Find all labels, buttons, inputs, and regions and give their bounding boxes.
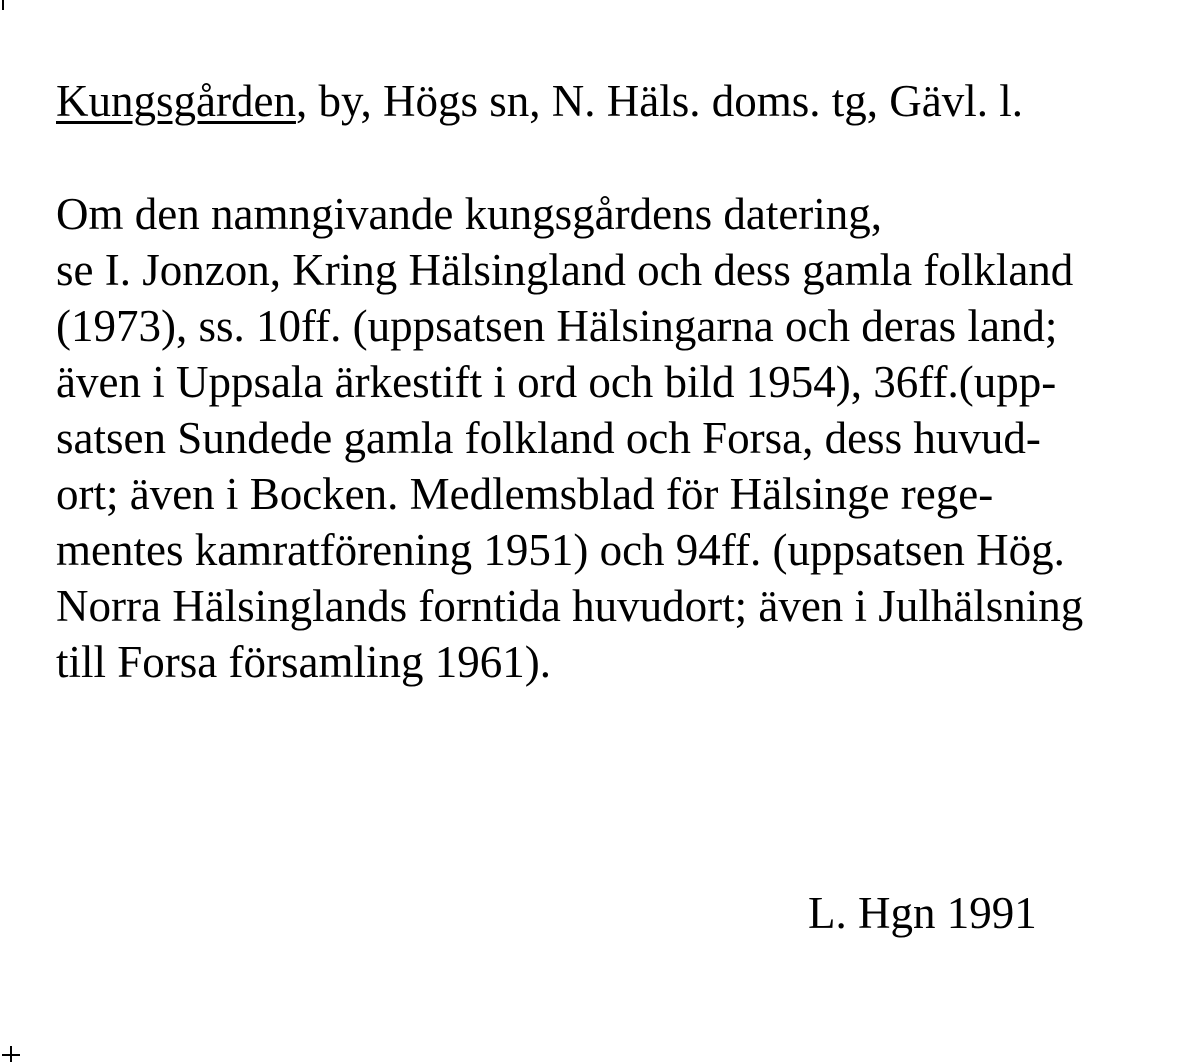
body-line: även i Uppsala ärkestift i ord och bild 1954), 36ff.(upp-: [56, 357, 1057, 407]
heading-details: , by, Högs sn, N. Häls. doms. tg, Gävl. l.: [295, 76, 1024, 126]
signature: L. Hgn 1991: [808, 888, 1037, 938]
body-line: se I. Jonzon, Kring Hälsingland och dess gamla folkland: [56, 245, 1074, 295]
body-line: satsen Sundede gamla folkland och Forsa, dess huvud-: [56, 413, 1041, 463]
body-line: Om den namngivande kungsgårdens datering,: [56, 189, 883, 239]
headword: Kungsgården: [56, 76, 296, 126]
body-line: ort; även i Bocken. Medlemsblad för Hälsinge rege-: [56, 469, 994, 519]
body-line: till Forsa församling 1961).: [56, 637, 551, 687]
body-line: mentes kamratförening 1951) och 94ff. (uppsatsen Hög.: [56, 525, 1065, 575]
corner-mark-top: [2, 0, 4, 10]
body-line: (1973), ss. 10ff. (uppsatsen Hälsingarna och deras land;: [56, 301, 1058, 351]
body-line: Norra Hälsinglands forntida huvudort; även i Julhälsning: [56, 581, 1084, 631]
entry-body: [56, 186, 1083, 690]
corner-mark-bottom-horizontal: [2, 1054, 20, 1056]
entry-heading: [56, 72, 1023, 130]
